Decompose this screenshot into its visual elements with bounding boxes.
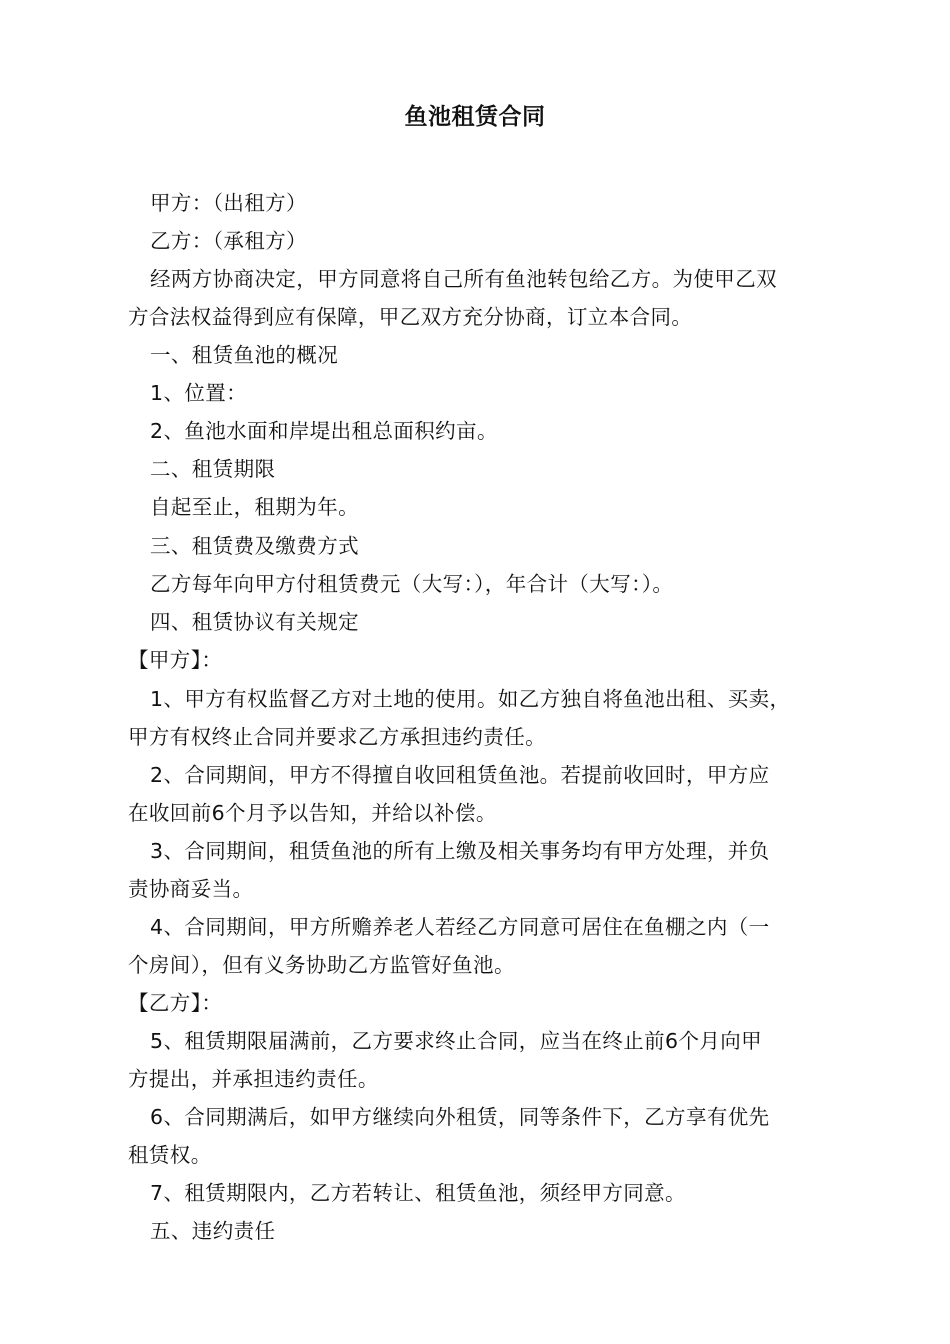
clause-6-line-1: 6、合同期满后，如甲方继续向外租赁，同等条件下，乙方享有优先 — [150, 1105, 770, 1129]
section-3-heading: 三、租赁费及缴费方式 — [150, 534, 359, 558]
clause-area: 2、鱼池水面和岸堤出租总面积约亩。 — [150, 419, 498, 443]
clause-6-line-2: 租赁权。 — [128, 1143, 212, 1167]
clause-4-line-1: 4、合同期间，甲方所赡养老人若经乙方同意可居住在鱼棚之内（一 — [150, 915, 770, 939]
party-b-subheading: 【乙方】： — [128, 991, 223, 1015]
clause-location: 1、位置： — [150, 381, 248, 405]
section-4-heading: 四、租赁协议有关规定 — [150, 610, 359, 634]
section-5-heading: 五、违约责任 — [150, 1219, 276, 1243]
document-title: 鱼池租赁合同 — [404, 104, 546, 130]
party-a-subheading: 【甲方】： — [128, 648, 223, 672]
clause-5-line-2: 方提出，并承担违约责任。 — [128, 1067, 379, 1091]
clause-term: 自起至止，租期为年。 — [150, 495, 359, 519]
party-b-line: 乙方：（承租方） — [150, 229, 307, 253]
clause-5-line-1: 5、租赁期限届满前，乙方要求终止合同，应当在终止前6个月向甲 — [150, 1029, 763, 1053]
party-a-line: 甲方：（出租方） — [150, 191, 307, 215]
clause-fee: 乙方每年向甲方付租赁费元（大写：），年合计（大写：）。 — [150, 572, 674, 596]
clause-3-line-1: 3、合同期间，租赁鱼池的所有上缴及相关事务均有甲方处理，并负 — [150, 839, 770, 863]
clause-1-line-2: 甲方有权终止合同并要求乙方承担违约责任。 — [128, 725, 546, 749]
clause-2-line-2: 在收回前6个月予以告知，并给以补偿。 — [128, 801, 497, 825]
section-2-heading: 二、租赁期限 — [150, 457, 276, 481]
preamble-line-2: 方合法权益得到应有保障，甲乙双方充分协商，订立本合同。 — [128, 305, 693, 329]
clause-7-line: 7、租赁期限内，乙方若转让、租赁鱼池，须经甲方同意。 — [150, 1181, 686, 1205]
preamble-line-1: 经两方协商决定，甲方同意将自己所有鱼池转包给乙方。为使甲乙双 — [150, 267, 777, 291]
clause-1-line-1: 1、甲方有权监督乙方对土地的使用。如乙方独自将鱼池出租、买卖， — [150, 687, 791, 711]
clause-3-line-2: 责协商妥当。 — [128, 877, 254, 901]
clause-2-line-1: 2、合同期间，甲方不得擅自收回租赁鱼池。若提前收回时，甲方应 — [150, 763, 770, 787]
clause-4-line-2: 个房间），但有义务协助乙方监管好鱼池。 — [128, 953, 515, 977]
section-1-heading: 一、租赁鱼池的概况 — [150, 343, 339, 367]
